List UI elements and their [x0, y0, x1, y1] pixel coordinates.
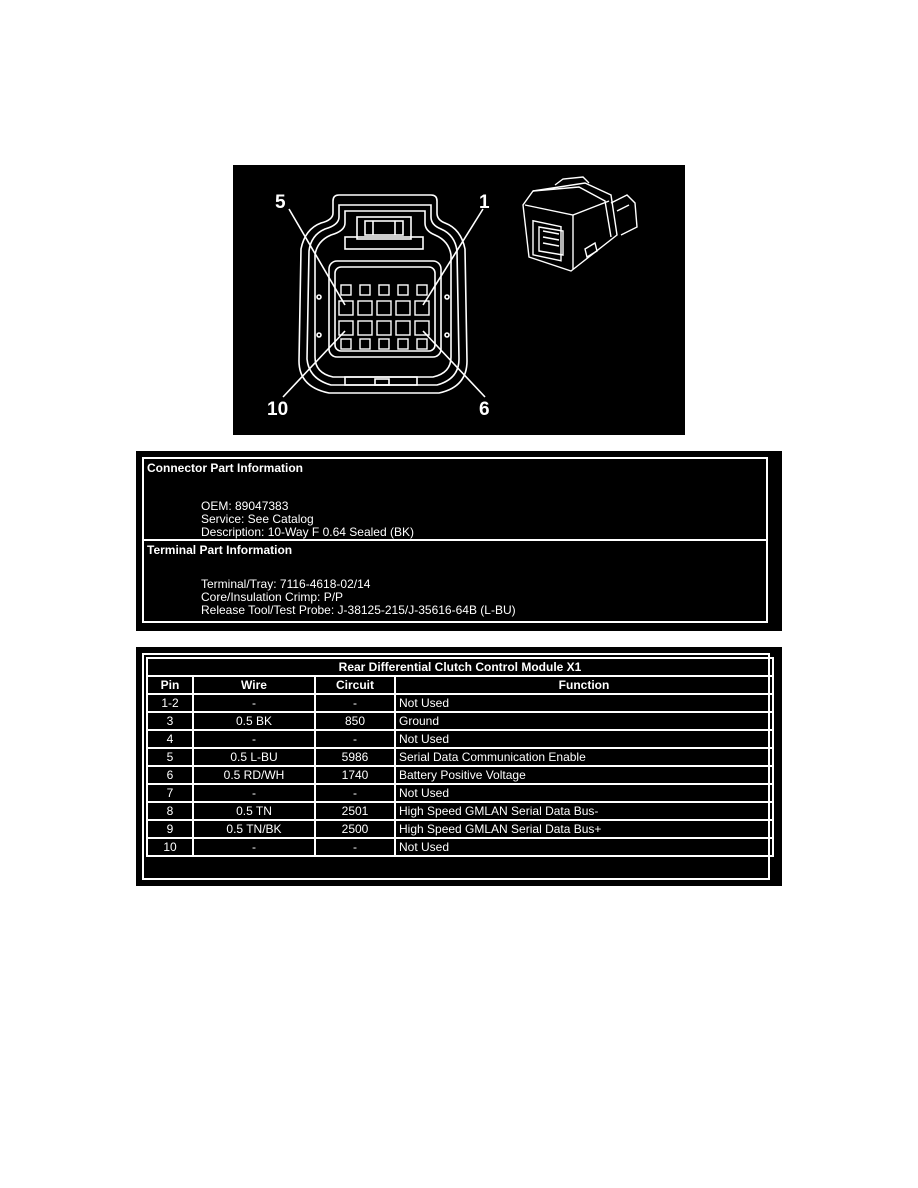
pin-cell: 5	[147, 748, 193, 766]
pinout-rows	[147, 694, 773, 856]
pin-cell: 7	[147, 784, 193, 802]
callout-pin-1: 1	[479, 192, 490, 213]
wire-cell: 0.5 L-BU	[193, 748, 315, 766]
terminal-release-tool: Release Tool/Test Probe: J-38125-215/J-35616-64B (L-BU)	[201, 603, 516, 617]
callout-pin-5: 5	[275, 192, 286, 213]
wire-cell: 0.5 TN/BK	[193, 820, 315, 838]
callout-pin-10: 10	[267, 399, 289, 420]
column-header-circuit: Circuit	[315, 676, 395, 694]
function-cell: Ground	[395, 712, 773, 730]
callout-pin-6: 6	[479, 399, 490, 420]
table-row	[147, 820, 773, 838]
part-information-panel	[136, 451, 782, 631]
pin-cell: 8	[147, 802, 193, 820]
function-cell: Not Used	[395, 694, 773, 712]
circuit-cell: -	[315, 838, 395, 856]
connector-part-info	[142, 457, 768, 541]
connector-iso-view	[523, 177, 637, 271]
connector-oem: OEM: 89047383	[201, 499, 289, 513]
terminal-cavities	[339, 285, 429, 349]
pin-cell: 3	[147, 712, 193, 730]
circuit-cell: -	[315, 694, 395, 712]
terminal-part-info-title: Terminal Part Information	[147, 543, 293, 557]
connector-outline	[299, 195, 467, 393]
terminal-tray: Terminal/Tray: 7116-4618-02/14	[201, 577, 371, 591]
table-row	[147, 694, 773, 712]
pinout-table	[146, 657, 774, 857]
table-row	[147, 784, 773, 802]
table-row	[147, 766, 773, 784]
circuit-cell: 5986	[315, 748, 395, 766]
function-cell: Not Used	[395, 838, 773, 856]
terminal-part-info	[142, 539, 768, 623]
table-row	[147, 748, 773, 766]
pinout-header-row	[147, 676, 773, 694]
function-cell: Not Used	[395, 784, 773, 802]
circuit-cell: -	[315, 730, 395, 748]
circuit-cell: 2500	[315, 820, 395, 838]
table-row	[147, 802, 773, 820]
function-cell: Serial Data Communication Enable	[395, 748, 773, 766]
circuit-cell: -	[315, 784, 395, 802]
table-row	[147, 730, 773, 748]
connector-illustration	[233, 165, 685, 435]
pin-cell: 10	[147, 838, 193, 856]
wire-cell: -	[193, 694, 315, 712]
circuit-cell: 850	[315, 712, 395, 730]
table-row	[147, 838, 773, 856]
wire-cell: -	[193, 784, 315, 802]
wire-cell: 0.5 BK	[193, 712, 315, 730]
pin-cell: 6	[147, 766, 193, 784]
pinout-table-title: Rear Differential Clutch Control Module X1	[147, 658, 773, 676]
column-header-pin: Pin	[147, 676, 193, 694]
connector-description: Description: 10-Way F 0.64 Sealed (BK)	[201, 525, 414, 539]
table-row	[147, 712, 773, 730]
column-header-function: Function	[395, 676, 773, 694]
pin-cell: 9	[147, 820, 193, 838]
pinout-table-panel	[136, 647, 782, 886]
pin-cell: 4	[147, 730, 193, 748]
wire-cell: -	[193, 730, 315, 748]
function-cell: High Speed GMLAN Serial Data Bus-	[395, 802, 773, 820]
circuit-cell: 2501	[315, 802, 395, 820]
connector-service: Service: See Catalog	[201, 512, 314, 526]
connector-part-info-title: Connector Part Information	[147, 461, 304, 475]
function-cell: Battery Positive Voltage	[395, 766, 773, 784]
wire-cell: 0.5 RD/WH	[193, 766, 315, 784]
function-cell: High Speed GMLAN Serial Data Bus+	[395, 820, 773, 838]
pinout-title-row	[147, 658, 773, 676]
terminal-crimp: Core/Insulation Crimp: P/P	[201, 590, 344, 604]
pin-cell: 1-2	[147, 694, 193, 712]
wire-cell: -	[193, 838, 315, 856]
column-header-wire: Wire	[193, 676, 315, 694]
connector-face-drawing	[233, 165, 685, 435]
function-cell: Not Used	[395, 730, 773, 748]
wire-cell: 0.5 TN	[193, 802, 315, 820]
circuit-cell: 1740	[315, 766, 395, 784]
